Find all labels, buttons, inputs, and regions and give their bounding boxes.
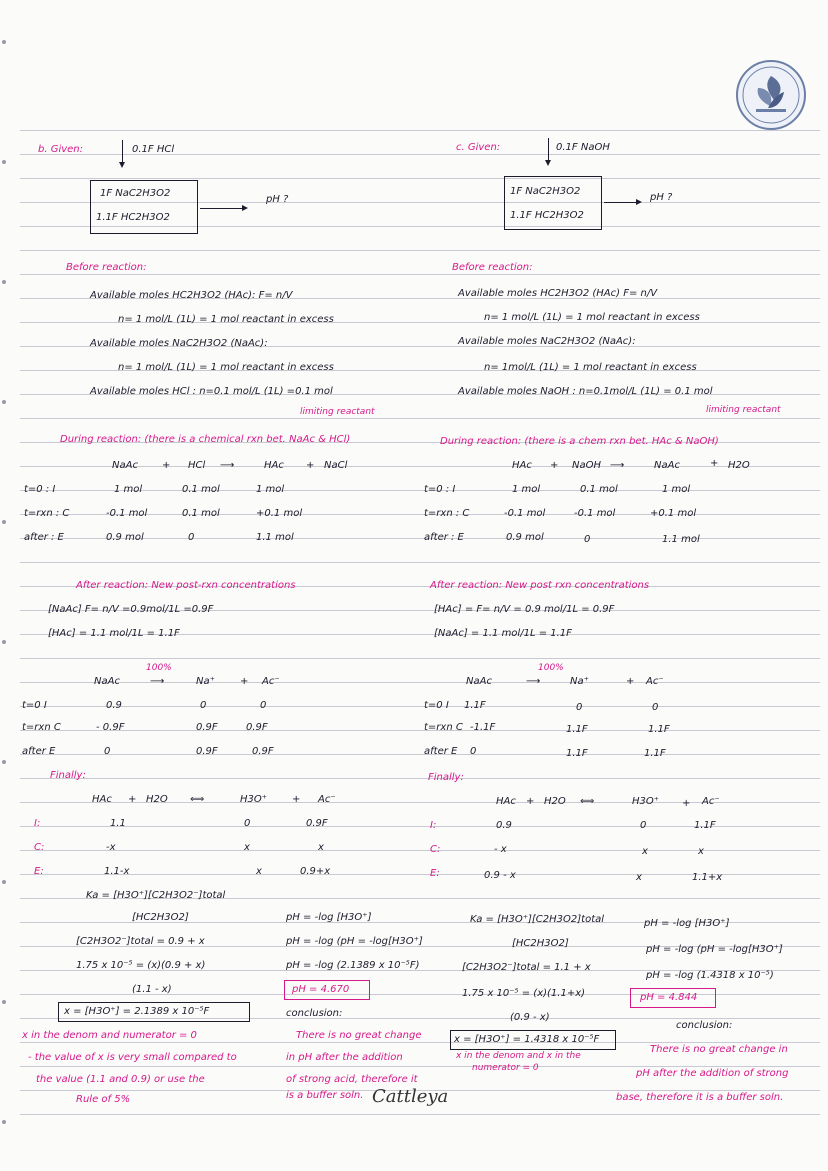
left-calc-line: [C2H3O2⁻]total = 0.9 + x bbox=[76, 936, 205, 947]
right-before-title: Before reaction: bbox=[452, 262, 533, 273]
right-eq-cell: 0.9 - x bbox=[484, 870, 516, 881]
right-ice-label: t=rxn : C bbox=[424, 508, 470, 519]
left-eq-cell: x bbox=[318, 842, 324, 853]
left-diss-cell: 0.9F bbox=[252, 746, 274, 757]
left-before-line: Available moles NaC2H3O2 (NaAc): bbox=[90, 338, 268, 349]
left-ph-line: pH = -log (2.1389 x 10⁻⁵F) bbox=[286, 960, 420, 971]
right-eq-h: Ac⁻ bbox=[702, 796, 720, 807]
seal-stamp bbox=[736, 60, 806, 130]
left-during-title: During reaction: (there is a chemical rxn bet. NaAc & HCl) bbox=[60, 434, 351, 445]
right-eq-cell: - x bbox=[494, 844, 507, 855]
right-conclusion-line: pH after the addition of strong bbox=[636, 1068, 789, 1079]
right-ph-answer: pH = 4.844 bbox=[640, 992, 698, 1003]
right-diss-h: Na⁺ bbox=[570, 676, 589, 687]
left-diss-cell: 0.9F bbox=[196, 746, 218, 757]
right-calc-line: Ka = [H3O⁺][C2H3O2]total bbox=[470, 914, 605, 925]
ruled-line bbox=[20, 682, 820, 683]
right-eq-cell: x bbox=[698, 846, 704, 857]
left-calc-line: (1.1 - x) bbox=[132, 984, 172, 995]
left-note: x in the denom and numerator = 0 bbox=[22, 1030, 197, 1041]
right-finally-title: Finally: bbox=[428, 772, 464, 783]
right-before-line: n= 1mol/L (1L) = 1 mol reactant in excess bbox=[484, 362, 697, 373]
right-eq-h: + bbox=[526, 796, 535, 807]
left-ice-label: t=0 : I bbox=[24, 484, 56, 495]
right-box-arrow bbox=[604, 202, 640, 203]
left-ph-line: pH = -log [H3O⁺] bbox=[286, 912, 372, 923]
ruled-line bbox=[20, 658, 820, 659]
right-eq-cell: 0.9 bbox=[496, 820, 512, 831]
left-ice-h: HCl bbox=[188, 460, 206, 471]
right-conclusion-line: base, therefore it is a buffer soln. bbox=[616, 1092, 784, 1103]
left-ice-h: + bbox=[162, 460, 171, 471]
left-ice-h: + bbox=[306, 460, 315, 471]
right-given-arrow bbox=[548, 138, 549, 164]
ruled-line bbox=[20, 1066, 820, 1067]
left-eq-cell: x bbox=[244, 842, 250, 853]
left-limiting-note: limiting reactant bbox=[300, 407, 375, 417]
right-ph-line: pH = -log (1.4318 x 10⁻⁵) bbox=[646, 970, 774, 981]
right-diss-h: NaAc bbox=[466, 676, 492, 687]
left-ice-cell: 1 mol bbox=[256, 484, 285, 495]
right-diss-cell: 1.1F bbox=[648, 724, 670, 735]
ruled-line bbox=[20, 706, 820, 707]
right-diss-cell: -1.1F bbox=[470, 722, 496, 733]
right-ice-h: ⟶ bbox=[610, 460, 625, 471]
right-calc-line: [C2H3O2⁻]total = 1.1 + x bbox=[462, 962, 591, 973]
left-diss-pct: 100% bbox=[146, 663, 172, 673]
right-diss-cell: 1.1F bbox=[566, 724, 588, 735]
right-ice-cell: 0.1 mol bbox=[580, 484, 618, 495]
right-note: numerator = 0 bbox=[472, 1063, 539, 1073]
left-diss-h: NaAc bbox=[94, 676, 120, 687]
left-ph-answer: pH = 4.670 bbox=[292, 984, 350, 995]
left-eq-cell: 0 bbox=[244, 818, 251, 829]
left-before-line: n= 1 mol/L (1L) = 1 mol reactant in excess bbox=[118, 314, 334, 325]
left-diss-cell: 0 bbox=[260, 700, 267, 711]
right-box-line-1: 1F NaC2H3O2 bbox=[510, 186, 581, 197]
right-ice-label: after : E bbox=[424, 532, 464, 543]
right-box-result: pH ? bbox=[650, 192, 673, 203]
left-after-line: [NaAc] F= n/V =0.9mol/1L =0.9F bbox=[48, 604, 214, 615]
left-ice-cell: +0.1 mol bbox=[256, 508, 303, 519]
right-after-line: [NaAc] = 1.1 mol/1L = 1.1F bbox=[434, 628, 572, 639]
left-eq-cell: 0.9+x bbox=[300, 866, 331, 877]
right-answer: x = [H3O⁺] = 1.4318 x 10⁻⁵F bbox=[454, 1034, 600, 1045]
left-given-arrow bbox=[122, 140, 123, 166]
left-conclusion-line: is a buffer soln. bbox=[286, 1090, 364, 1101]
right-ice-label: t=0 : I bbox=[424, 484, 456, 495]
left-box-line-2: 1.1F HC2H3O2 bbox=[96, 212, 170, 223]
left-eq-h: H3O⁺ bbox=[240, 794, 268, 805]
right-ice-h: HAc bbox=[512, 460, 532, 471]
left-ice-cell: 0.9 mol bbox=[106, 532, 144, 543]
left-diss-cell: 0 bbox=[104, 746, 111, 757]
left-eq-cell: 1.1-x bbox=[104, 866, 130, 877]
right-before-line: Available moles HC2H3O2 (HAc) F= n/V bbox=[458, 288, 658, 299]
left-ice-cell: 0 bbox=[188, 532, 195, 543]
right-calc-line: (0.9 - x) bbox=[510, 1012, 550, 1023]
left-diss-cell: 0.9F bbox=[196, 722, 218, 733]
left-eq-h: H2O bbox=[146, 794, 168, 805]
right-conclusion-line: There is no great change in bbox=[650, 1044, 788, 1055]
left-conclusion-label: conclusion: bbox=[286, 1008, 343, 1019]
left-ice-cell: 1.1 mol bbox=[256, 532, 294, 543]
left-ice-h: NaCl bbox=[324, 460, 348, 471]
right-ice-cell: -0.1 mol bbox=[574, 508, 616, 519]
right-diss-h: ⟶ bbox=[526, 676, 541, 687]
left-diss-label: after E bbox=[22, 746, 56, 757]
left-ice-h: ⟶ bbox=[220, 460, 235, 471]
left-diss-h: Na⁺ bbox=[196, 676, 215, 687]
right-ph-line: pH = -log (pH = -log[H3O⁺] bbox=[646, 944, 783, 955]
left-ice-h: HAc bbox=[264, 460, 284, 471]
left-conclusion-line: in pH after the addition bbox=[286, 1052, 403, 1063]
left-conclusion-line: There is no great change bbox=[296, 1030, 422, 1041]
left-calc-line: Ka = [H3O⁺][C2H3O2⁻]total bbox=[86, 890, 226, 901]
right-ice-cell: 0.9 mol bbox=[506, 532, 544, 543]
right-box-line-2: 1.1F HC2H3O2 bbox=[510, 210, 584, 221]
right-limiting-note: limiting reactant bbox=[706, 405, 781, 415]
left-box-arrow bbox=[200, 208, 246, 209]
left-before-line: n= 1 mol/L (1L) = 1 mol reactant in excess bbox=[118, 362, 334, 373]
right-diss-label: after E bbox=[424, 746, 458, 757]
left-after-title: After reaction: New post-rxn concentrations bbox=[76, 580, 296, 591]
left-eq-cell: 1.1 bbox=[110, 818, 126, 829]
right-eq-label: I: bbox=[430, 820, 437, 831]
right-diss-h: Ac⁻ bbox=[646, 676, 664, 687]
right-eq-h: ⟺ bbox=[580, 796, 595, 807]
right-eq-h: H3O⁺ bbox=[632, 796, 660, 807]
right-eq-cell: 1.1F bbox=[694, 820, 716, 831]
left-eq-h: Ac⁻ bbox=[318, 794, 336, 805]
right-diss-cell: 1.1F bbox=[464, 700, 486, 711]
left-diss-h: ⟶ bbox=[150, 676, 165, 687]
right-after-title: After reaction: New post rxn concentrations bbox=[430, 580, 650, 591]
left-ice-cell: 1 mol bbox=[114, 484, 143, 495]
left-given-label: b. Given: bbox=[38, 144, 84, 155]
right-eq-h: H2O bbox=[544, 796, 566, 807]
left-ice-cell: -0.1 mol bbox=[106, 508, 148, 519]
left-diss-cell: 0 bbox=[200, 700, 207, 711]
right-during-title: During reaction: (there is a chem rxn bet. HAc & NaOH) bbox=[440, 436, 719, 447]
right-ice-cell: +0.1 mol bbox=[650, 508, 697, 519]
left-box-result: pH ? bbox=[266, 194, 289, 205]
left-calc-line: [HC2H3O2] bbox=[132, 912, 189, 923]
right-ice-h: + bbox=[710, 458, 719, 469]
right-eq-cell: 0 bbox=[640, 820, 647, 831]
right-eq-cell: x bbox=[642, 846, 648, 857]
right-calc-line: 1.75 x 10⁻⁵ = (x)(1.1+x) bbox=[462, 988, 586, 999]
left-eq-cell: x bbox=[256, 866, 262, 877]
ruled-line bbox=[20, 130, 820, 131]
left-box-line-1: 1F NaC2H3O2 bbox=[100, 188, 171, 199]
ruled-line bbox=[20, 562, 820, 563]
left-ice-label: after : E bbox=[24, 532, 64, 543]
right-before-line: n= 1 mol/L (1L) = 1 mol reactant in excess bbox=[484, 312, 700, 323]
left-eq-h: + bbox=[292, 794, 301, 805]
left-eq-h: ⟺ bbox=[190, 794, 205, 805]
right-conclusion-label: conclusion: bbox=[676, 1020, 733, 1031]
right-diss-cell: 1.1F bbox=[566, 748, 588, 759]
right-ice-h: H2O bbox=[728, 460, 750, 471]
ruled-line bbox=[20, 250, 820, 251]
ruled-line bbox=[20, 778, 820, 779]
ruled-line bbox=[20, 730, 820, 731]
right-before-line: Available moles NaOH : n=0.1mol/L (1L) = 0.1 mol bbox=[458, 386, 713, 397]
right-given-label: c. Given: bbox=[456, 142, 501, 153]
left-note: the value (1.1 and 0.9) or use the bbox=[36, 1074, 205, 1085]
left-eq-cell: 0.9F bbox=[306, 818, 328, 829]
ruled-line bbox=[20, 802, 820, 803]
right-after-line: [HAc] = F= n/V = 0.9 mol/1L = 0.9F bbox=[434, 604, 615, 615]
left-ice-cell: 0.1 mol bbox=[182, 508, 220, 519]
right-eq-h: HAc bbox=[496, 796, 516, 807]
left-diss-cell: - 0.9F bbox=[96, 722, 125, 733]
right-ice-h: NaAc bbox=[654, 460, 680, 471]
right-ice-h: + bbox=[550, 460, 559, 471]
left-note: - the value of x is very small compared to bbox=[28, 1052, 237, 1063]
ruled-line bbox=[20, 418, 820, 419]
left-answer: x = [H3O⁺] = 2.1389 x 10⁻⁵F bbox=[64, 1006, 210, 1017]
right-ice-cell: 1 mol bbox=[512, 484, 541, 495]
right-diss-pct: 100% bbox=[538, 663, 564, 673]
left-eq-label: C: bbox=[34, 842, 45, 853]
left-eq-h: + bbox=[128, 794, 137, 805]
left-diss-cell: 0.9F bbox=[246, 722, 268, 733]
left-ice-h: NaAc bbox=[112, 460, 138, 471]
right-note: x in the denom and x in the bbox=[456, 1051, 581, 1061]
left-before-title: Before reaction: bbox=[66, 262, 147, 273]
right-diss-label: t=rxn C bbox=[424, 722, 463, 733]
right-ice-cell: 1.1 mol bbox=[662, 534, 700, 545]
ruled-line bbox=[20, 754, 820, 755]
left-ph-line: pH = -log (pH = -log[H3O⁺] bbox=[286, 936, 423, 947]
left-ice-cell: 0.1 mol bbox=[182, 484, 220, 495]
left-given-reagent: 0.1F HCl bbox=[132, 144, 175, 155]
right-ice-cell: 1 mol bbox=[662, 484, 691, 495]
left-before-line: Available moles HCl : n=0.1 mol/L (1L) =0.1 mol bbox=[90, 386, 333, 397]
right-eq-cell: x bbox=[636, 872, 642, 883]
ruled-line bbox=[20, 1042, 820, 1043]
left-note: Rule of 5% bbox=[76, 1094, 131, 1105]
ruled-line bbox=[20, 466, 820, 467]
right-diss-cell: 0 bbox=[576, 702, 583, 713]
left-eq-cell: -x bbox=[106, 842, 116, 853]
right-ice-h: NaOH bbox=[572, 460, 601, 471]
left-ice-label: t=rxn : C bbox=[24, 508, 70, 519]
right-ph-line: pH = -log [H3O⁺] bbox=[644, 918, 730, 929]
right-diss-cell: 0 bbox=[470, 746, 477, 757]
right-eq-label: C: bbox=[430, 844, 441, 855]
ruled-line bbox=[20, 274, 820, 275]
right-diss-cell: 0 bbox=[652, 702, 659, 713]
left-eq-label: I: bbox=[34, 818, 41, 829]
right-eq-h: + bbox=[682, 798, 691, 809]
left-eq-h: HAc bbox=[92, 794, 112, 805]
right-eq-cell: 1.1+x bbox=[692, 872, 723, 883]
left-before-line: Available moles HC2H3O2 (HAc): F= n/V bbox=[90, 290, 293, 301]
right-calc-line: [HC2H3O2] bbox=[512, 938, 569, 949]
left-diss-label: t=0 I bbox=[22, 700, 47, 711]
right-diss-cell: 1.1F bbox=[644, 748, 666, 759]
ruled-line bbox=[20, 178, 820, 179]
right-diss-label: t=0 I bbox=[424, 700, 449, 711]
right-ice-cell: -0.1 mol bbox=[504, 508, 546, 519]
left-after-line: [HAc] = 1.1 mol/1L = 1.1F bbox=[48, 628, 180, 639]
left-diss-h: + bbox=[240, 676, 249, 687]
right-given-reagent: 0.1F NaOH bbox=[556, 142, 610, 153]
left-eq-label: E: bbox=[34, 866, 44, 877]
ruled-line bbox=[20, 1114, 820, 1115]
left-diss-h: Ac⁻ bbox=[262, 676, 280, 687]
left-calc-line: 1.75 x 10⁻⁵ = (x)(0.9 + x) bbox=[76, 960, 206, 971]
left-diss-label: t=rxn C bbox=[22, 722, 61, 733]
right-eq-label: E: bbox=[430, 868, 440, 879]
signature: Cattleya bbox=[372, 1086, 449, 1107]
left-finally-title: Finally: bbox=[50, 770, 86, 781]
left-diss-cell: 0.9 bbox=[106, 700, 122, 711]
right-before-line: Available moles NaC2H3O2 (NaAc): bbox=[458, 336, 636, 347]
right-ice-cell: 0 bbox=[584, 534, 591, 545]
left-conclusion-line: of strong acid, therefore it bbox=[286, 1074, 418, 1085]
right-diss-h: + bbox=[626, 676, 635, 687]
